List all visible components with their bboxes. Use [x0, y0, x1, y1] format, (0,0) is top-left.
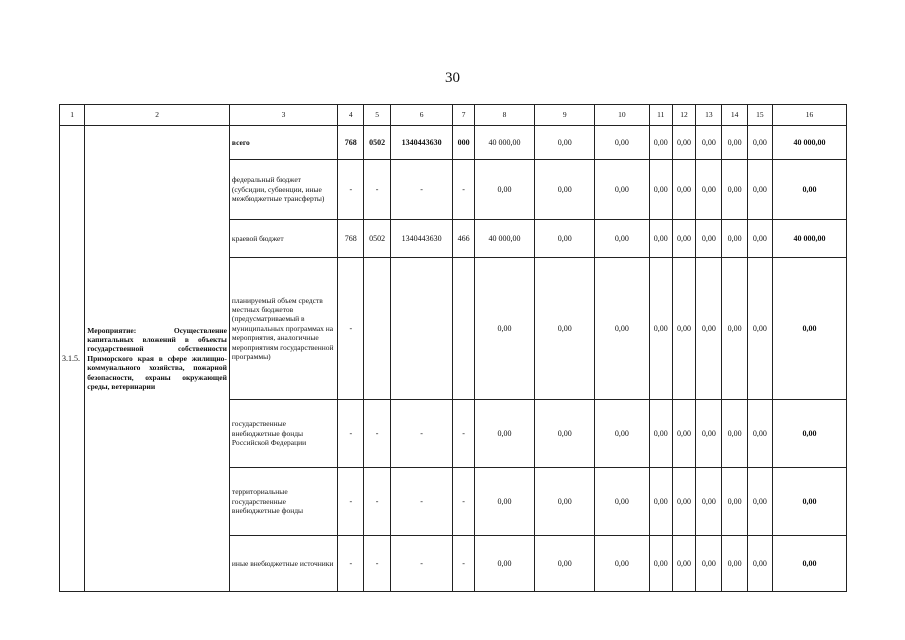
cell-c14: 0,00 — [722, 536, 747, 592]
budget-table — [59, 104, 847, 592]
funding-source: планируемый объем средств местных бюджетов (предусматриваемый в муниципальных программах на мероприятия, аналогичные мероприятиям государственной программы) — [229, 258, 337, 400]
cell-c10: 0,00 — [595, 160, 650, 220]
header-cell-10: 10 — [595, 105, 650, 126]
funding-source: территориальные государственные внебюджетные фонды — [229, 468, 337, 536]
cell-c16: 40 000,00 — [773, 126, 847, 160]
cell-c13: 0,00 — [696, 258, 722, 400]
item-code: 3.1.5. — [60, 126, 85, 592]
cell-c11: 0,00 — [649, 220, 672, 258]
cell-c10: 0,00 — [595, 258, 650, 400]
cell-c13: 0,00 — [696, 220, 722, 258]
cell-c15: 0,00 — [747, 536, 772, 592]
cell-c12: 0,00 — [672, 220, 695, 258]
cell-c5: - — [364, 468, 390, 536]
funding-source: краевой бюджет — [229, 220, 337, 258]
cell-c4: - — [338, 160, 364, 220]
header-row — [60, 105, 847, 126]
cell-c13: 0,00 — [696, 160, 722, 220]
header-cell-8: 8 — [474, 105, 535, 126]
cell-c16: 0,00 — [773, 400, 847, 468]
cell-c5: - — [364, 400, 390, 468]
cell-c4: 768 — [338, 126, 364, 160]
cell-c15: 0,00 — [747, 400, 772, 468]
header-cell-16: 16 — [773, 105, 847, 126]
cell-c4: 768 — [338, 220, 364, 258]
cell-c7: 000 — [453, 126, 474, 160]
cell-c11: 0,00 — [649, 258, 672, 400]
cell-c7 — [453, 258, 474, 400]
cell-c12: 0,00 — [672, 400, 695, 468]
cell-c16: 0,00 — [773, 468, 847, 536]
funding-source: иные внебюджетные источники — [229, 536, 337, 592]
cell-c11: 0,00 — [649, 126, 672, 160]
cell-c6 — [390, 258, 453, 400]
cell-c12: 0,00 — [672, 536, 695, 592]
table-header — [60, 105, 847, 126]
cell-c14: 0,00 — [722, 258, 747, 400]
header-cell-1: 1 — [60, 105, 85, 126]
cell-c14: 0,00 — [722, 160, 747, 220]
cell-c13: 0,00 — [696, 468, 722, 536]
header-cell-5: 5 — [364, 105, 390, 126]
cell-c14: 0,00 — [722, 400, 747, 468]
cell-c9: 0,00 — [535, 258, 595, 400]
cell-c8: 0,00 — [474, 536, 535, 592]
cell-c16: 0,00 — [773, 258, 847, 400]
cell-c12: 0,00 — [672, 258, 695, 400]
cell-c7: 466 — [453, 220, 474, 258]
cell-c6: - — [390, 468, 453, 536]
activity-name: Мероприятие: Осуществление капитальных вложений в объекты государственной собственности Приморского края в сфере жилищно-коммунального хозяйства, пожарной безопасности, охраны окружающей среды, ветеринарии — [85, 126, 230, 592]
cell-c4: - — [338, 536, 364, 592]
cell-c5: - — [364, 160, 390, 220]
cell-c9: 0,00 — [535, 220, 595, 258]
cell-c9: 0,00 — [535, 160, 595, 220]
cell-c11: 0,00 — [649, 468, 672, 536]
cell-c10: 0,00 — [595, 468, 650, 536]
cell-c14: 0,00 — [722, 468, 747, 536]
header-cell-13: 13 — [696, 105, 722, 126]
cell-c8: 0,00 — [474, 160, 535, 220]
cell-c6: - — [390, 160, 453, 220]
header-cell-7: 7 — [453, 105, 474, 126]
cell-c16: 0,00 — [773, 160, 847, 220]
cell-c16: 0,00 — [773, 536, 847, 592]
header-cell-2: 2 — [85, 105, 230, 126]
cell-c13: 0,00 — [696, 536, 722, 592]
cell-c6: 1340443630 — [390, 126, 453, 160]
funding-source: всего — [229, 126, 337, 160]
header-cell-15: 15 — [747, 105, 772, 126]
cell-c15: 0,00 — [747, 160, 772, 220]
cell-c16: 40 000,00 — [773, 220, 847, 258]
header-cell-4: 4 — [338, 105, 364, 126]
header-cell-6: 6 — [390, 105, 453, 126]
cell-c10: 0,00 — [595, 536, 650, 592]
header-cell-11: 11 — [649, 105, 672, 126]
funding-source: государственные внебюджетные фонды Российской Федерации — [229, 400, 337, 468]
funding-source: федеральный бюджет (субсидии, субвенции, иные межбюджетные трансферты) — [229, 160, 337, 220]
cell-c9: 0,00 — [535, 400, 595, 468]
cell-c11: 0,00 — [649, 536, 672, 592]
cell-c9: 0,00 — [535, 536, 595, 592]
cell-c7: - — [453, 160, 474, 220]
cell-c12: 0,00 — [672, 126, 695, 160]
cell-c5: 0502 — [364, 126, 390, 160]
table-row — [60, 126, 847, 160]
cell-c4: - — [338, 468, 364, 536]
cell-c8: 0,00 — [474, 258, 535, 400]
cell-c10: 0,00 — [595, 220, 650, 258]
cell-c5: 0502 — [364, 220, 390, 258]
cell-c8: 0,00 — [474, 468, 535, 536]
cell-c12: 0,00 — [672, 468, 695, 536]
cell-c15: 0,00 — [747, 220, 772, 258]
cell-c15: 0,00 — [747, 468, 772, 536]
cell-c13: 0,00 — [696, 400, 722, 468]
cell-c8: 0,00 — [474, 400, 535, 468]
header-cell-9: 9 — [535, 105, 595, 126]
cell-c15: 0,00 — [747, 126, 772, 160]
cell-c7: - — [453, 468, 474, 536]
cell-c5 — [364, 258, 390, 400]
page-number: 30 — [445, 70, 460, 86]
cell-c11: 0,00 — [649, 160, 672, 220]
cell-c14: 0,00 — [722, 126, 747, 160]
cell-c10: 0,00 — [595, 400, 650, 468]
cell-c8: 40 000,00 — [474, 126, 535, 160]
cell-c12: 0,00 — [672, 160, 695, 220]
header-cell-3: 3 — [229, 105, 337, 126]
cell-c14: 0,00 — [722, 220, 747, 258]
cell-c15: 0,00 — [747, 258, 772, 400]
cell-c10: 0,00 — [595, 126, 650, 160]
header-cell-12: 12 — [672, 105, 695, 126]
cell-c7: - — [453, 400, 474, 468]
cell-c6: - — [390, 536, 453, 592]
cell-c9: 0,00 — [535, 126, 595, 160]
cell-c9: 0,00 — [535, 468, 595, 536]
cell-c11: 0,00 — [649, 400, 672, 468]
cell-c4: - — [338, 258, 364, 400]
cell-c8: 40 000,00 — [474, 220, 535, 258]
header-cell-14: 14 — [722, 105, 747, 126]
cell-c5: - — [364, 536, 390, 592]
cell-c13: 0,00 — [696, 126, 722, 160]
cell-c6: - — [390, 400, 453, 468]
cell-c4: - — [338, 400, 364, 468]
cell-c7: - — [453, 536, 474, 592]
cell-c6: 1340443630 — [390, 220, 453, 258]
